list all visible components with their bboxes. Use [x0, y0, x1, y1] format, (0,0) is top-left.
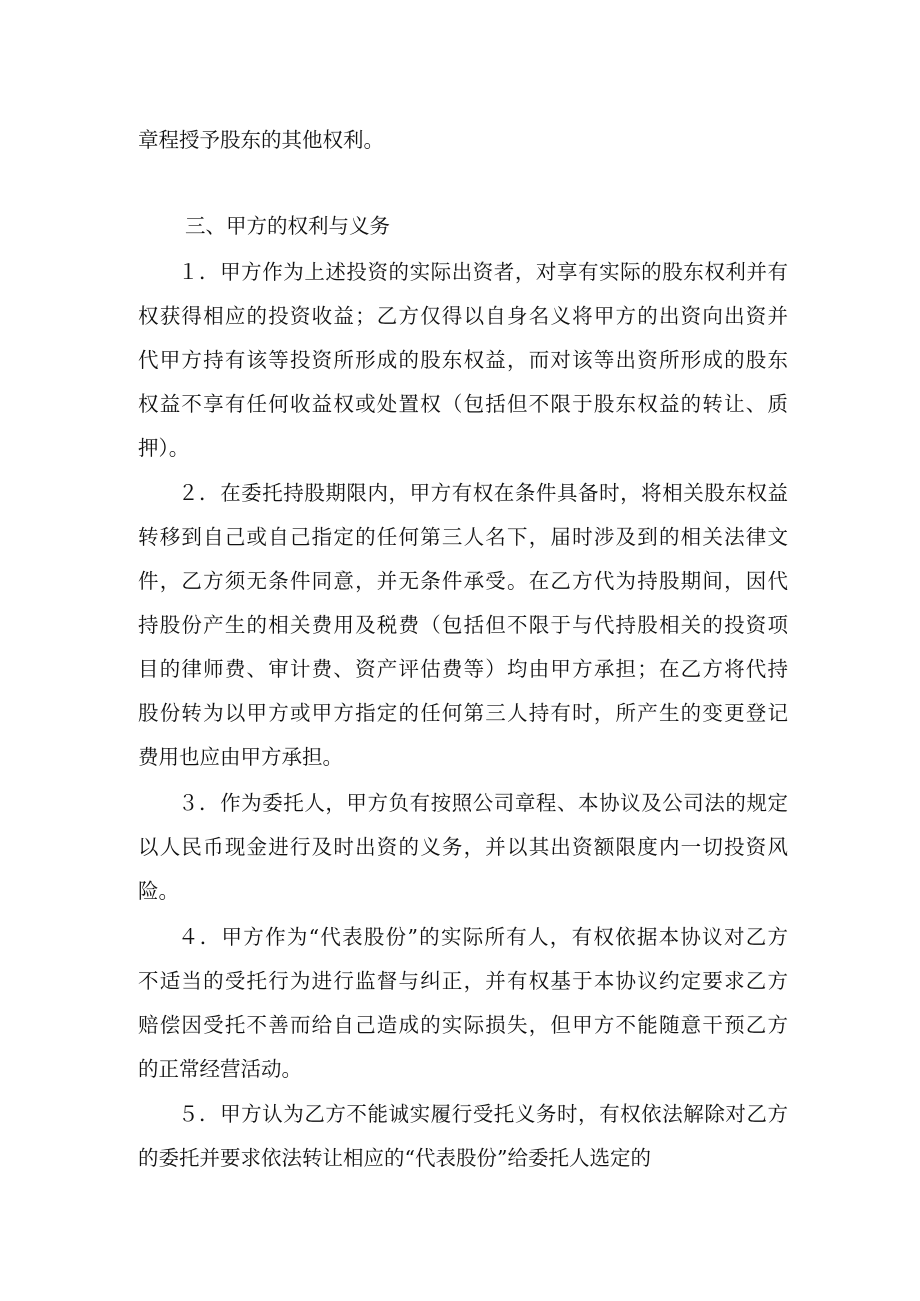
section-heading: 三、甲方的权利与义务: [185, 214, 390, 238]
paragraph-line: １．甲方作为上述投资的实际出资者，对享有实际的股东权利并有: [178, 260, 788, 284]
paragraph-line: ５．甲方认为乙方不能诚实履行受托义务时，有权依法解除对乙方: [178, 1102, 788, 1126]
paragraph-line: 权益不享有任何收益权或处置权（包括但不限于股东权益的转让、质: [138, 392, 788, 416]
paragraph-line: 的正常经营活动。: [138, 1057, 302, 1081]
paragraph-line: 权获得相应的投资收益；乙方仅得以自身名义将甲方的出资向出资并: [138, 304, 788, 328]
paragraph-line: 的委托并要求依法转让相应的“代表股份”给委托人选定的: [138, 1146, 651, 1170]
paragraph-line: 代甲方持有该等投资所形成的股东权益，而对该等出资所形成的股东: [138, 348, 788, 372]
paragraph-line: ２．在委托持股期限内，甲方有权在条件具备时，将相关股东权益: [178, 481, 788, 505]
paragraph-line: 押）。: [138, 436, 190, 460]
paragraph-line: 不适当的受托行为进行监督与纠正，并有权基于本协议约定要求乙方: [138, 969, 788, 993]
paragraph-line: ４．甲方作为“代表股份”的实际所有人，有权依据本协议对乙方: [178, 925, 788, 949]
paragraph-line: 件，乙方须无条件同意，并无条件承受。在乙方代为持股期间，因代: [138, 569, 788, 593]
carryover-line: 章程授予股东的其他权利。: [138, 128, 384, 152]
paragraph-line: 赔偿因受托不善而给自己造成的实际损失，但甲方不能随意干预乙方: [138, 1013, 788, 1037]
paragraph-line: 费用也应由甲方承担。: [138, 745, 343, 769]
paragraph-line: 以人民币现金进行及时出资的义务，并以其出资额限度内一切投资风: [138, 835, 788, 859]
paragraph-line: ３．作为委托人，甲方负有按照公司章程、本协议及公司法的规定: [178, 791, 788, 815]
paragraph-line: 股份转为以甲方或甲方指定的任何第三人持有时，所产生的变更登记: [138, 701, 788, 725]
paragraph-line: 转移到自己或自己指定的任何第三人名下，届时涉及到的相关法律文: [138, 525, 788, 549]
paragraph-line: 目的律师费、审计费、资产评估费等）均由甲方承担；在乙方将代持: [138, 657, 788, 681]
paragraph-line: 持股份产生的相关费用及税费（包括但不限于与代持股相关的投资项: [138, 613, 788, 637]
paragraph-line: 险。: [138, 879, 179, 903]
